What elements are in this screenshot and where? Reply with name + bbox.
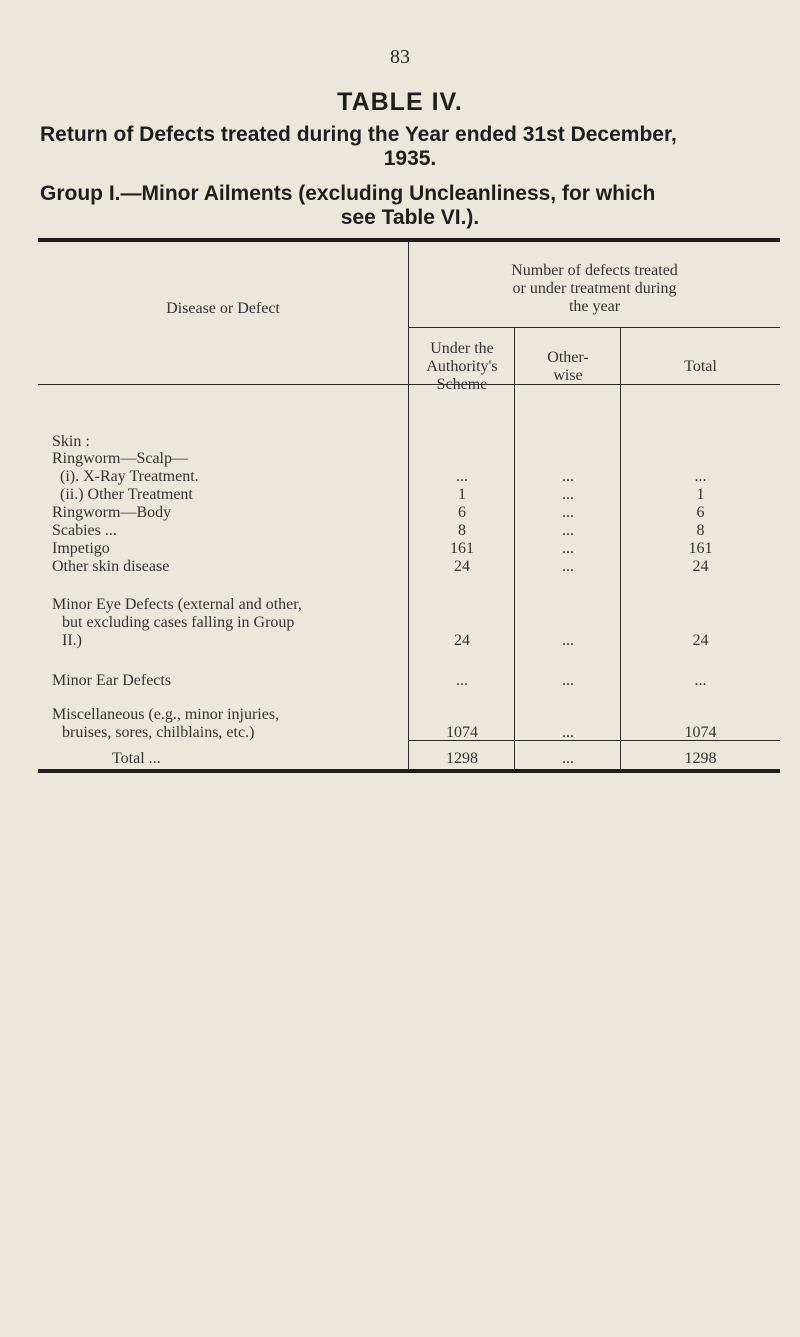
return-heading bbox=[40, 123, 780, 171]
cell-authority: 24 bbox=[454, 632, 470, 649]
cell-otherwise: ... bbox=[562, 750, 574, 767]
cell-otherwise: ... bbox=[562, 540, 574, 557]
row-label-scabies: Scabies ... bbox=[52, 522, 117, 539]
cell-otherwise: ... bbox=[562, 486, 574, 503]
cell-authority: 161 bbox=[450, 540, 474, 557]
cell-total: 8 bbox=[696, 522, 705, 539]
cell-authority: 24 bbox=[454, 558, 470, 575]
cell-otherwise: ... bbox=[562, 632, 574, 649]
cell-authority: 6 bbox=[458, 504, 466, 521]
table-title: TABLE IV. bbox=[337, 88, 463, 116]
table-top-rule bbox=[38, 238, 780, 242]
row-label-misc-line1: Miscellaneous (e.g., minor injuries, bbox=[52, 706, 280, 723]
cell-total: 1 bbox=[696, 486, 705, 503]
cell-total: 161 bbox=[688, 540, 713, 557]
cell-otherwise: ... bbox=[562, 504, 574, 521]
cell-total: 24 bbox=[692, 632, 709, 649]
cell-otherwise: ... bbox=[562, 522, 574, 539]
disease-header: Disease or Defect bbox=[166, 300, 280, 317]
cell-authority: ... bbox=[456, 468, 468, 485]
page-number: 83 bbox=[390, 46, 410, 68]
cell-total: 6 bbox=[696, 504, 705, 521]
group-column-header: Number of defects treated or under treatment during the year bbox=[511, 262, 678, 315]
total-header: Total bbox=[684, 358, 717, 375]
cell-otherwise: ... bbox=[562, 468, 574, 485]
row-label-eye-line1: Minor Eye Defects (external and other, bbox=[52, 596, 302, 613]
cell-otherwise: ... bbox=[562, 724, 574, 741]
row-label-other-treatment: (ii.) Other Treatment bbox=[60, 486, 193, 503]
otherwise-header: Other- wise bbox=[547, 349, 589, 384]
ringworm-scalp-label: Ringworm—Scalp— bbox=[52, 450, 188, 467]
authority-scheme-header: Under the Authority's Scheme bbox=[426, 340, 498, 393]
cell-authority: 1298 bbox=[446, 750, 478, 767]
cell-otherwise: ... bbox=[562, 672, 574, 689]
cell-total: 24 bbox=[692, 558, 709, 575]
row-label-ringworm-body: Ringworm—Body bbox=[52, 504, 172, 521]
cell-total: ... bbox=[694, 468, 707, 485]
row-label-ear: Minor Ear Defects bbox=[52, 672, 172, 689]
row-label-misc-line2: bruises, sores, chilblains, etc.) bbox=[62, 724, 255, 741]
header-rule bbox=[409, 327, 780, 328]
cell-total: 1298 bbox=[684, 750, 717, 767]
cell-otherwise: ... bbox=[562, 558, 574, 575]
row-label-xray: (i). X-Ray Treatment. bbox=[60, 468, 199, 485]
cell-authority: 1074 bbox=[446, 724, 478, 741]
cell-authority: 1 bbox=[458, 486, 466, 503]
cell-total: 1074 bbox=[684, 724, 717, 741]
row-label-eye-line3: II.) bbox=[62, 632, 82, 649]
return-heading-line1: Return of Defects treated during the Year ended 31st December, bbox=[40, 123, 677, 146]
group-heading-line2: see Table VI.). bbox=[340, 206, 480, 229]
row-label-total: Total ... bbox=[112, 750, 161, 767]
table-bottom-rule bbox=[38, 769, 780, 773]
group-heading bbox=[40, 182, 780, 230]
group-heading-line1: Group I.—Minor Ailments (excluding Uncleanliness, for which bbox=[40, 182, 656, 205]
cell-authority: ... bbox=[456, 672, 468, 689]
row-label-impetigo: Impetigo bbox=[52, 540, 110, 557]
return-heading-line2: 1935. bbox=[383, 147, 437, 170]
row-label-eye-line2: but excluding cases falling in Group bbox=[62, 614, 295, 631]
cell-authority: 8 bbox=[458, 522, 466, 539]
section-skin: Skin : bbox=[52, 433, 90, 450]
row-label-other-skin-disease: Other skin disease bbox=[52, 558, 170, 575]
cell-total: ... bbox=[694, 672, 707, 689]
